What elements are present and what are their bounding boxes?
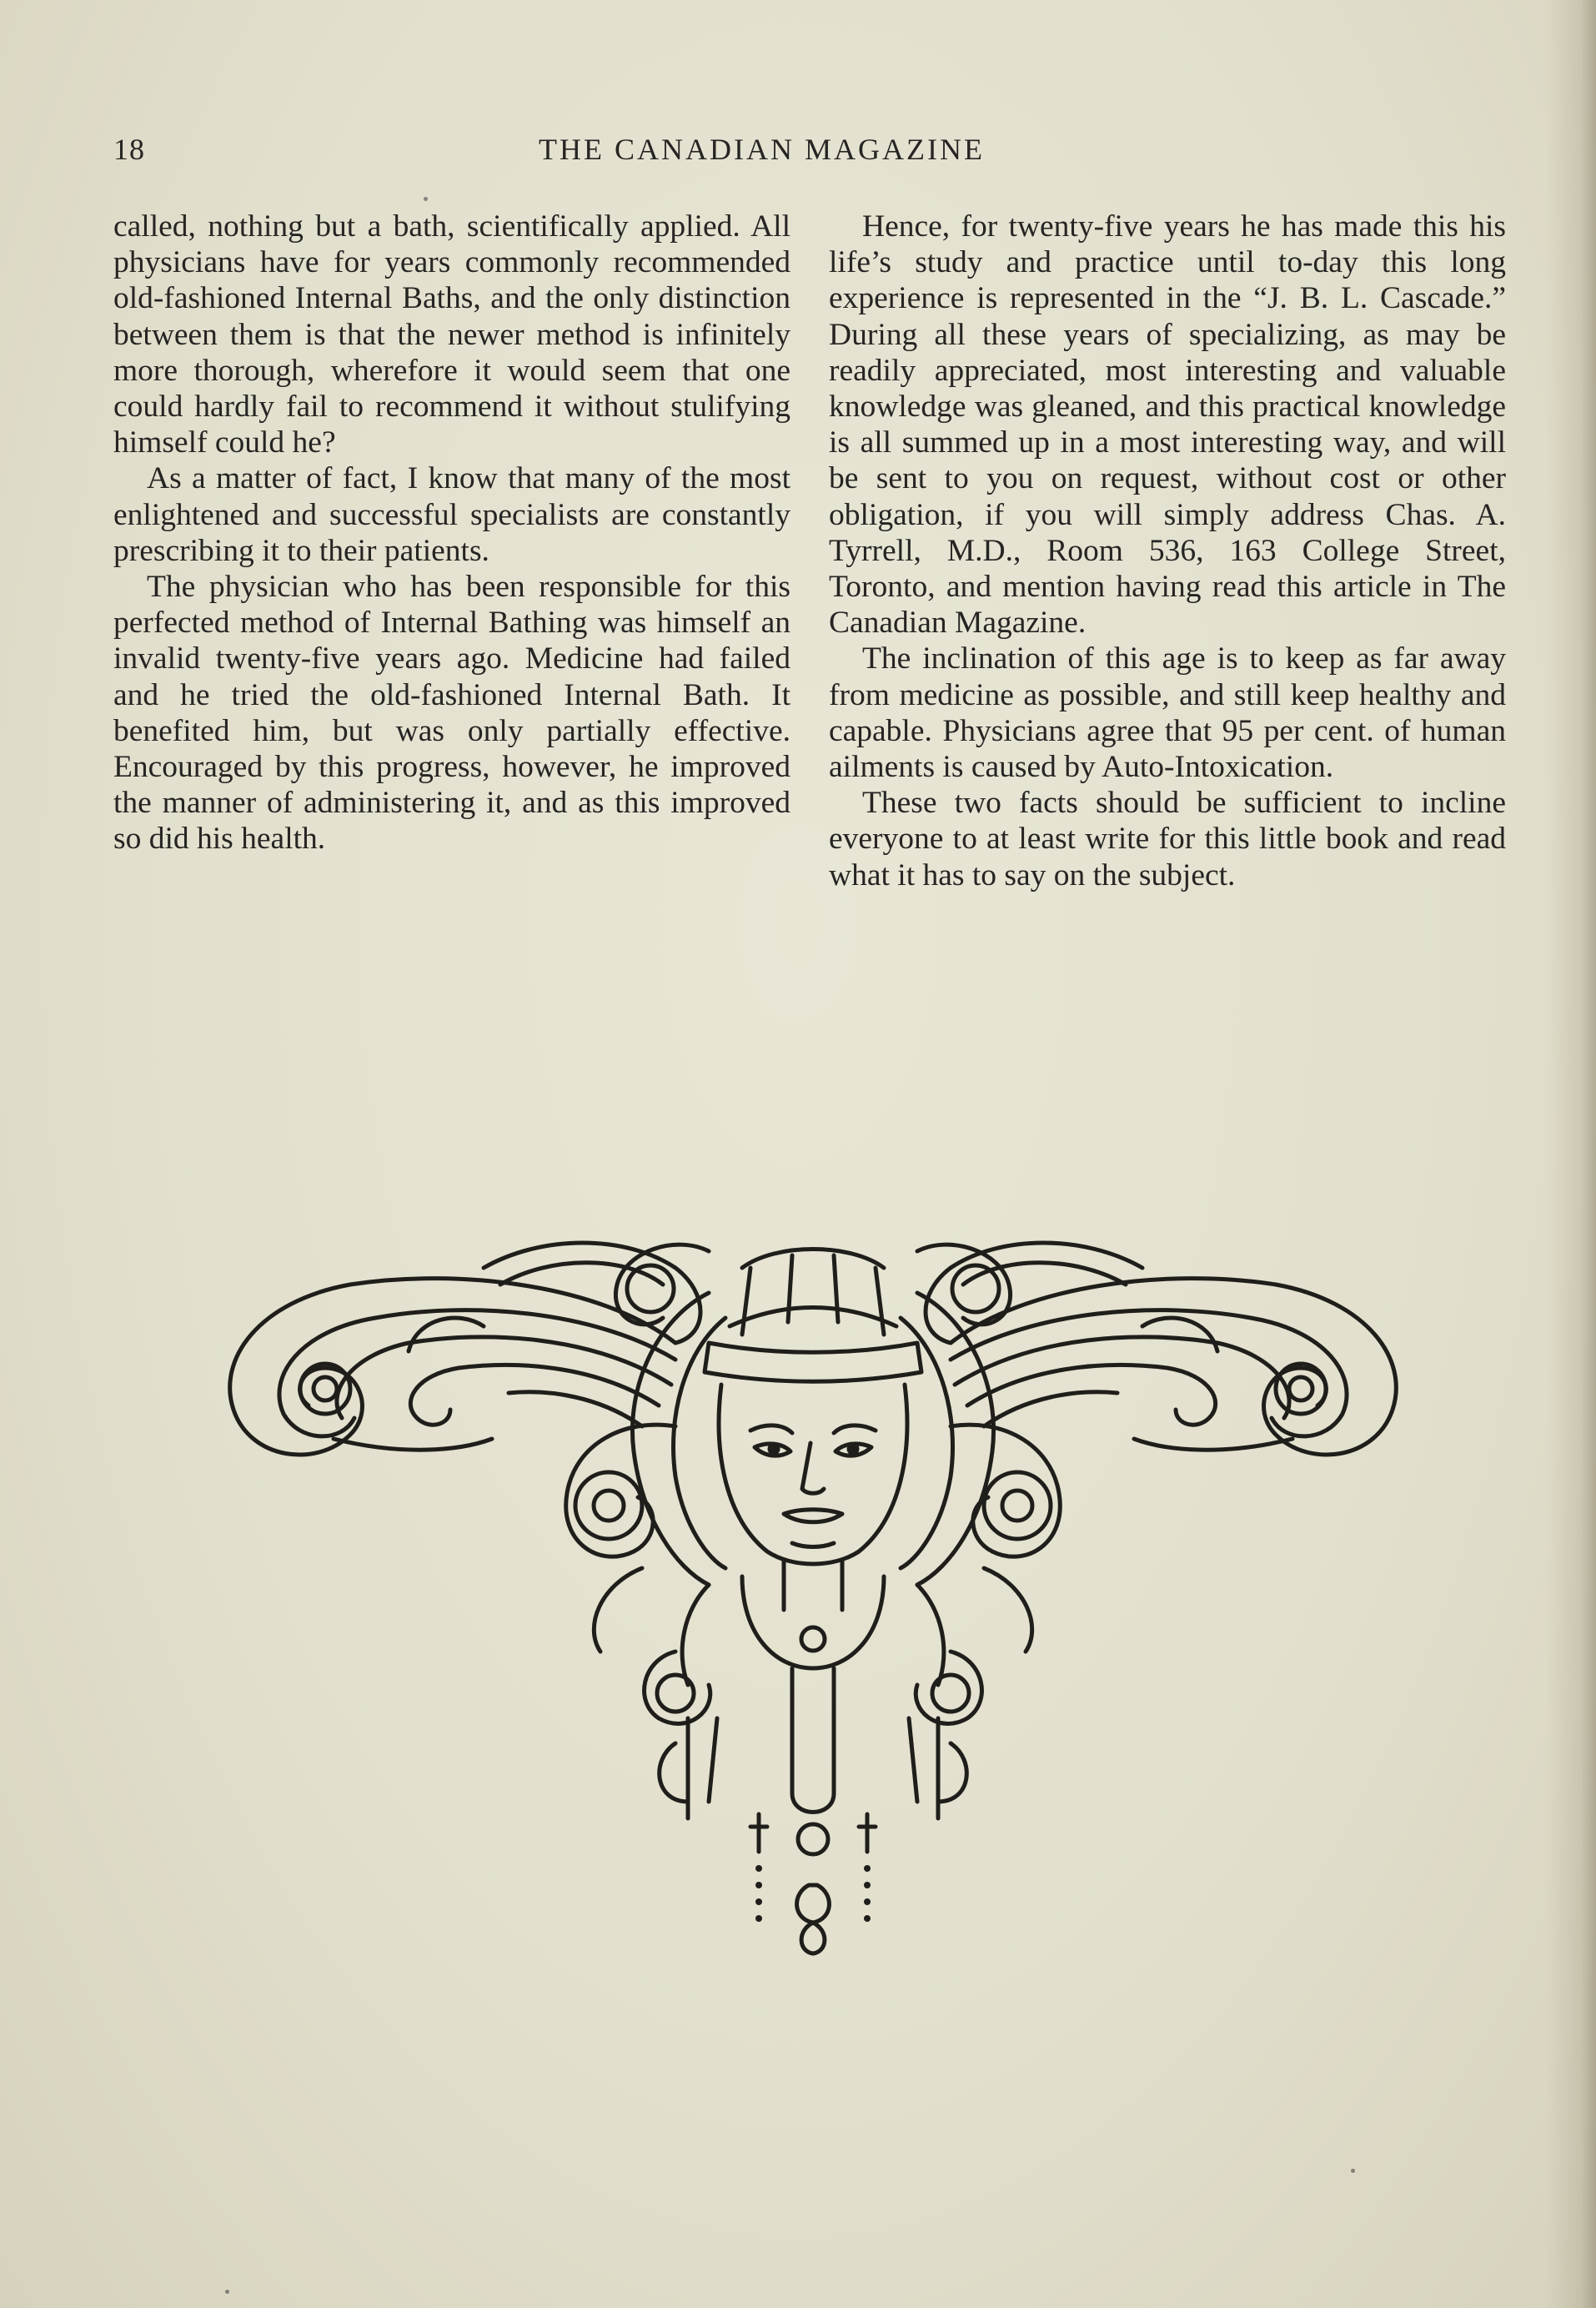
art-nouveau-woman-head-ornament-icon (208, 1218, 1418, 2027)
running-head: THE CANADIAN MAGAZINE (539, 133, 985, 166)
right-column (829, 209, 1506, 893)
print-speck (424, 197, 428, 201)
page-number: 18 (113, 133, 145, 166)
left-paragraph-3: The physician who has been responsible for this perfected method of Internal Bathing was himself an invalid twenty-five years ago. Medicine had failed and he tried the old-fashioned Internal Bath. It benefited him, but was only partially effective. Encouraged by this progress, however, he improved the manner of administering it, and as this improved so did his health. (113, 570, 790, 857)
right-paragraph-3: These two facts should be sufficient to incline everyone to at least write for this little book and read what it has to say on the subject. (829, 786, 1506, 893)
page-header (113, 132, 1514, 173)
hair-top (742, 1250, 884, 1269)
bead-dots (755, 1865, 871, 1922)
neck (784, 1560, 842, 1610)
left-paragraph-1: called, nothing but a bath, scientifically applied. All physicians have for years commonly recommended old-fashioned Internal Baths, and the only distinction between them is that the newer method is infinitely more thorough, wherefore it would seem that one could hardly fail to recommend it without stulifying himself could he? (113, 209, 790, 460)
left-column (113, 209, 790, 857)
right-paragraph-1: Hence, for twenty-five years he has made this his life’s study and practice until to-day this long experience is represented in the “J. B. L. Cascade.” During all these years of specializing, as may be readily appreciated, most interesting and valuable knowledge was gleaned, and this practical knowledge is all summed up in a most interesting way, and will be sent to you on request, without cost or other obligation, if you will simply address Chas. A. Tyrrell, M.D., Room 536, 163 College Street, Toronto, and mention having read this article in The Canadian Magazine. (829, 209, 1506, 641)
page-gutter-shadow (1546, 0, 1596, 2308)
left-pendant (645, 1585, 717, 1818)
right-pendant (909, 1585, 981, 1818)
headband (705, 1343, 921, 1381)
print-speck (225, 2290, 229, 2294)
face (719, 1385, 907, 1564)
left-paragraph-2: As a matter of fact, I know that many of the most enlightened and successful specialists are constantly prescribing it to their patients. (113, 461, 790, 568)
right-paragraph-2: The inclination of this age is to keep as far away from medicine as possible, and still keep healthy and capable. Physicians agree that 95 per cent. of human ailments is caused by Auto-Intoxication. (829, 641, 1506, 785)
print-speck (1351, 2169, 1355, 2173)
drop-ornament (797, 1885, 830, 1923)
